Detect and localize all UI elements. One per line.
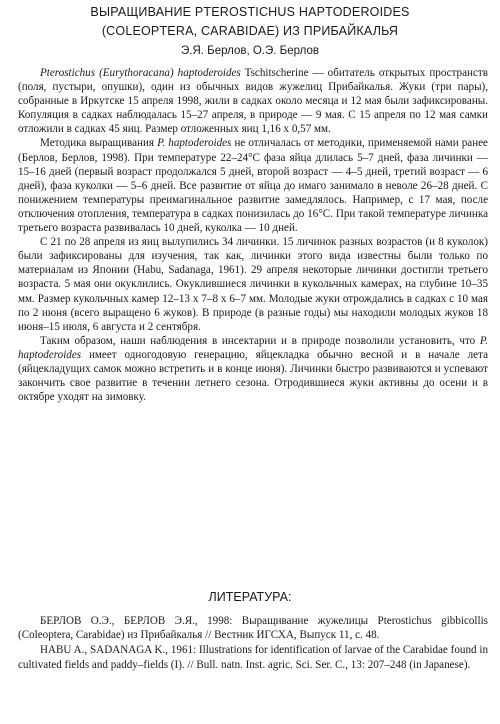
paragraph-1-text: Tschitscherine — обитатель открытых пространств (поля, пустыри, опушки), один из обычных видов жужелиц Прибайкалья. Жуки (три пары), собранные в Иркутске 15 апреля 1998, жили в садках около месяца и 12 мая были зафиксированы. Копуляция в садках наблюдалась 15–27 апреля, в природе — 9 мая. С 15 апреля по 12 мая самки отложили в садках 45 яиц. Размер отложенных яиц 1,16 х 0,57 мм. xyxy=(18,67,488,136)
reference-list xyxy=(18,614,488,673)
paragraph-2 xyxy=(18,136,488,235)
species-name: Pterostichus (Eurythoracana) haptoderoides xyxy=(40,67,241,79)
paragraph-3: С 21 по 28 апреля из яиц вылупились 34 личинки. 15 личинок разных возрастов (и 8 куколок) были зафиксированы для изучения, так как, личинки этого вида известны были только по материалам из Японии (Habu, Sadanaga, 1961). 29 апреля некоторые личинки достигли третьего возраста. 5 мая они окуклились. Окуклившиеся личинки в кукольчных камерах, на глубине 10–35 мм. Размер кукольчных камер 12–13 х 7–8 х 6–7 мм. Молодые жуки отрождались в садках с 10 мая по 2 июня (всего выращено 6 жуков). В природе (в разные годы) мы находили молодых жуков 18 июня–15 июля, 6 августа и 2 сентября. xyxy=(18,236,488,333)
article-title-line-2: (COLEOPTERA, CARABIDAE) ИЗ ПРИБАЙКАЛЬЯ xyxy=(101,24,399,38)
paragraph-4-text-a: Таким образом, наши наблюдения в инсектарии и в природе позволили установить, что xyxy=(40,334,480,347)
species-name: P. haptoderoides xyxy=(157,137,232,150)
paragraph-2-text-b: не отличалась от методики, применяемой нами ранее (Берлов, Берлов, 1998). При температуре 22–24°С фаза яйца длилась 5–7 дней, фаза личинки — 15–16 дней (первый возраст продолжался 5 дней, второй возраст — 4–5 дней, третий возраст — 6 дней), фаза куколки — 5–6 дней. Все развитие от яйца до имаго занимало в неволе 26–28 дней. С понижением температуры преимагинальное развитие замедлялось. Например, с 17 мая, после отключения отопления, температура в садках понизилась до 16°С. При такой температуре личинка третьего возраста развивалась 10 дней, куколка — 10 дней. xyxy=(18,137,488,235)
paragraph-4 xyxy=(18,334,488,404)
article-body xyxy=(18,66,488,404)
article-title-line-1: ВЫРАЩИВАНИЕ PTEROSTICHUS HAPTODEROIDES xyxy=(90,5,410,19)
paragraph-2-text-a: Методика выращивания xyxy=(40,137,158,150)
article-authors: Э.Я. Берлов, О.Э. Берлов xyxy=(181,45,319,57)
literature-heading: ЛИТЕРАТУРА: xyxy=(208,590,292,604)
paragraph-1 xyxy=(18,66,488,136)
reference-item: БЕРЛОВ О.Э., БЕРЛОВ Э.Я., 1998: Выращивание жужелицы Pterostichus gibbicollis (Coleoptera, Carabidae) из Прибайкалья // Вестник ИГСХА, Выпуск 11, с. 48. xyxy=(18,615,488,642)
paragraph-4-text-b: имеет одногодовую генерацию, яйцекладка обычно весной и в начале лета (яйцекладущих самок можно встретить и в конце июня). Личинки быстро развиваются и успевают закончить свое развитие в течении летнего сезона. Отродившиеся жуки активны до осени и в октябре уходят на зимовку. xyxy=(18,348,488,404)
reference-item: HABU A., SADANAGA K., 1961: Illustrations for identification of larvae of the Carabidae found in cultivated fields and paddy–fields (I). // Bull. natn. Inst. agric. Sci. Ser. C., 13: 207–248 (in Japanese). xyxy=(18,644,488,671)
species-name: P. haptoderoides xyxy=(18,334,488,361)
